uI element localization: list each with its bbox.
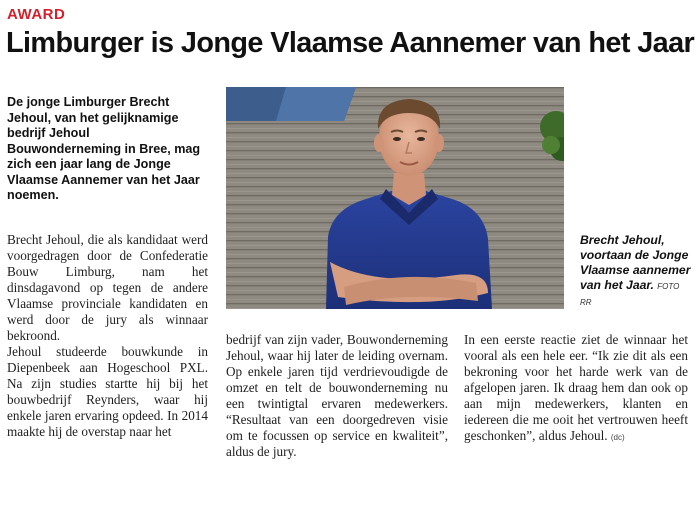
body-paragraph: bedrijf van zijn vader, Bouwonderneming Jehoul, waar hij later de leiding overnam. Op enkele jaren tijd verdrievoudigde de omzet en telt de bouwonderneming nu een twintigtal ervaren medewerkers. “Resultaat van een doorgedreven visie om te focussen op service en kwaliteit”, aldus de jury. [226, 332, 448, 459]
body-text: In een eerste reactie ziet de winnaar het vooral als een hele eer. “Ik zie dit als een bekroning voor het harde werk van de afgelopen jaren. Ik draag hem dan ook op aan mijn medewerkers, klanten en iedereen die me ooit het vertrouwen heeft geschonken”, aldus Jehoul. [464, 332, 688, 443]
caption-text: Brecht Jehoul, voortaan de Jonge Vlaamse aannemer van het Jaar. [580, 233, 691, 292]
photo-caption [580, 233, 692, 310]
body-paragraph: Brecht Jehoul, die als kandidaat werd voorgedragen door de Confederatie Bouw Limburg, nam het dinsdagavond op tegen de andere Vlaamse provinciale kandidaten en werd door de jury als winnaar bekroond. [7, 232, 208, 343]
lead-paragraph: De jonge Limburger Brecht Jehoul, van het gelijknamige bedrijf Jehoul Bouwonderneming in Bree, mag zich een jaar lang de Jonge Vlaamse Aannemer van het Jaar noemen. [7, 95, 201, 202]
portrait-illustration [226, 87, 564, 309]
body-column-1 [7, 232, 208, 440]
body-column-2 [226, 332, 448, 460]
body-paragraph: Jehoul studeerde bouwkunde in Diepenbeek aan Hogeschool PXL. Na zijn studies startte hij bij het bouwbedrijf Reynders, waar hij enkele jaren ervaring opdeed. In 2014 maakte hij de overstap naar het [7, 344, 208, 439]
headline: Limburger is Jonge Vlaamse Aannemer van het Jaar [6, 27, 695, 59]
photo-credit: FOTO RR [580, 282, 680, 307]
author-initials: (dc) [610, 433, 625, 442]
body-column-3 [464, 332, 688, 446]
body-paragraph [464, 332, 688, 446]
section-kicker: AWARD [7, 6, 66, 23]
article-photo [226, 87, 564, 309]
